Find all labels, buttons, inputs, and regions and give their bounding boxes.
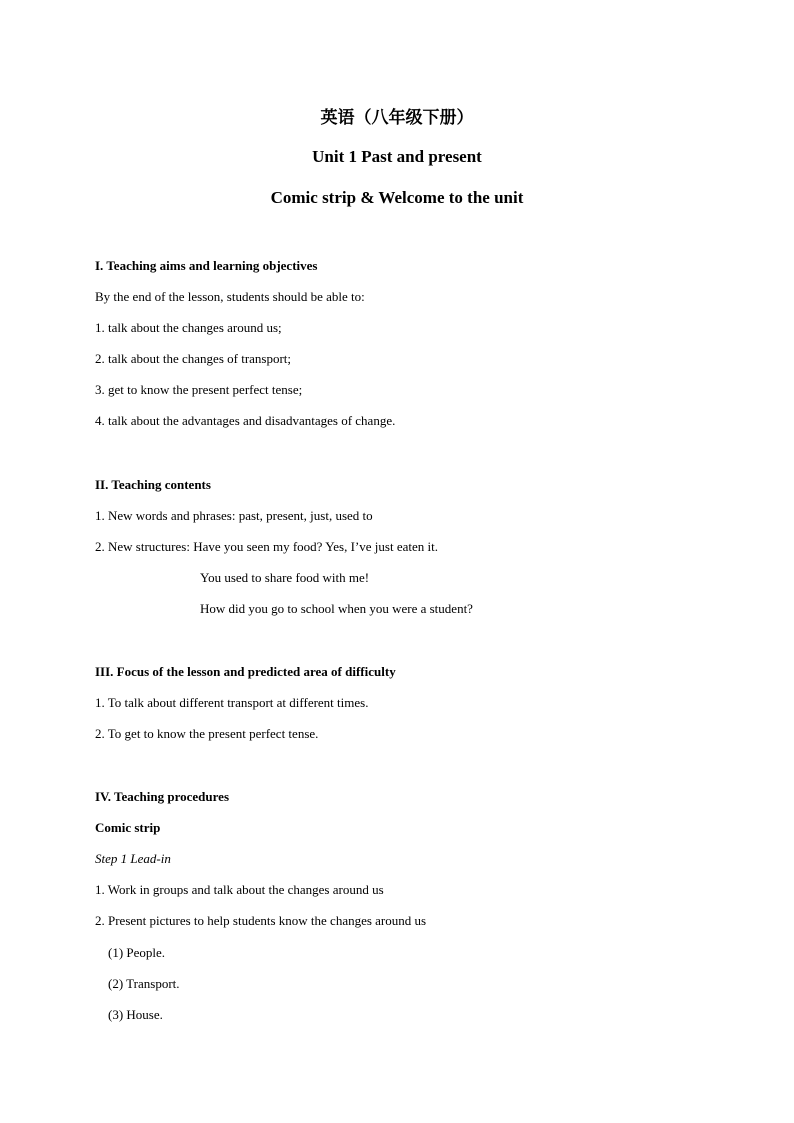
aims-intro: By the end of the lesson, students should be able to: xyxy=(95,289,365,304)
contents-item: 1. New words and phrases: past, present, just, used to xyxy=(95,508,373,523)
procedure-subitem: (1) People. xyxy=(108,945,166,960)
aims-item: 4. talk about the advantages and disadvantages of change. xyxy=(95,413,396,428)
step-label: Step 1 Lead-in xyxy=(95,851,171,866)
unit-title: Unit 1 Past and present xyxy=(312,147,482,166)
procedure-item: 2. Present pictures to help students know the changes around us xyxy=(95,913,427,928)
section-heading-focus: III. Focus of the lesson and predicted area of difficulty xyxy=(95,664,396,679)
section-heading-procedures: IV. Teaching procedures xyxy=(95,789,230,804)
procedures-subheading: Comic strip xyxy=(95,820,161,835)
section-heading-contents: II. Teaching contents xyxy=(95,477,211,492)
subject-title: 英语（八年级下册） xyxy=(320,108,474,128)
procedure-subitem: (3) House. xyxy=(108,1007,163,1022)
aims-item: 3. get to know the present perfect tense; xyxy=(95,382,303,397)
structure-line: You used to share food with me! xyxy=(200,570,370,585)
section-heading-aims: I. Teaching aims and learning objectives xyxy=(95,258,318,273)
contents-item: 2. New structures: Have you seen my food? Yes, I’ve just eaten it. xyxy=(95,539,438,554)
focus-item: 1. To talk about different transport at different times. xyxy=(95,695,369,710)
lesson-title: Comic strip & Welcome to the unit xyxy=(270,188,524,207)
focus-item: 2. To get to know the present perfect tense. xyxy=(95,726,319,741)
procedure-subitem: (2) Transport. xyxy=(108,976,180,991)
procedure-item: 1. Work in groups and talk about the changes around us xyxy=(95,882,384,897)
structure-line: How did you go to school when you were a student? xyxy=(200,601,473,616)
aims-item: 1. talk about the changes around us; xyxy=(95,320,282,335)
aims-item: 2. talk about the changes of transport; xyxy=(95,351,292,366)
